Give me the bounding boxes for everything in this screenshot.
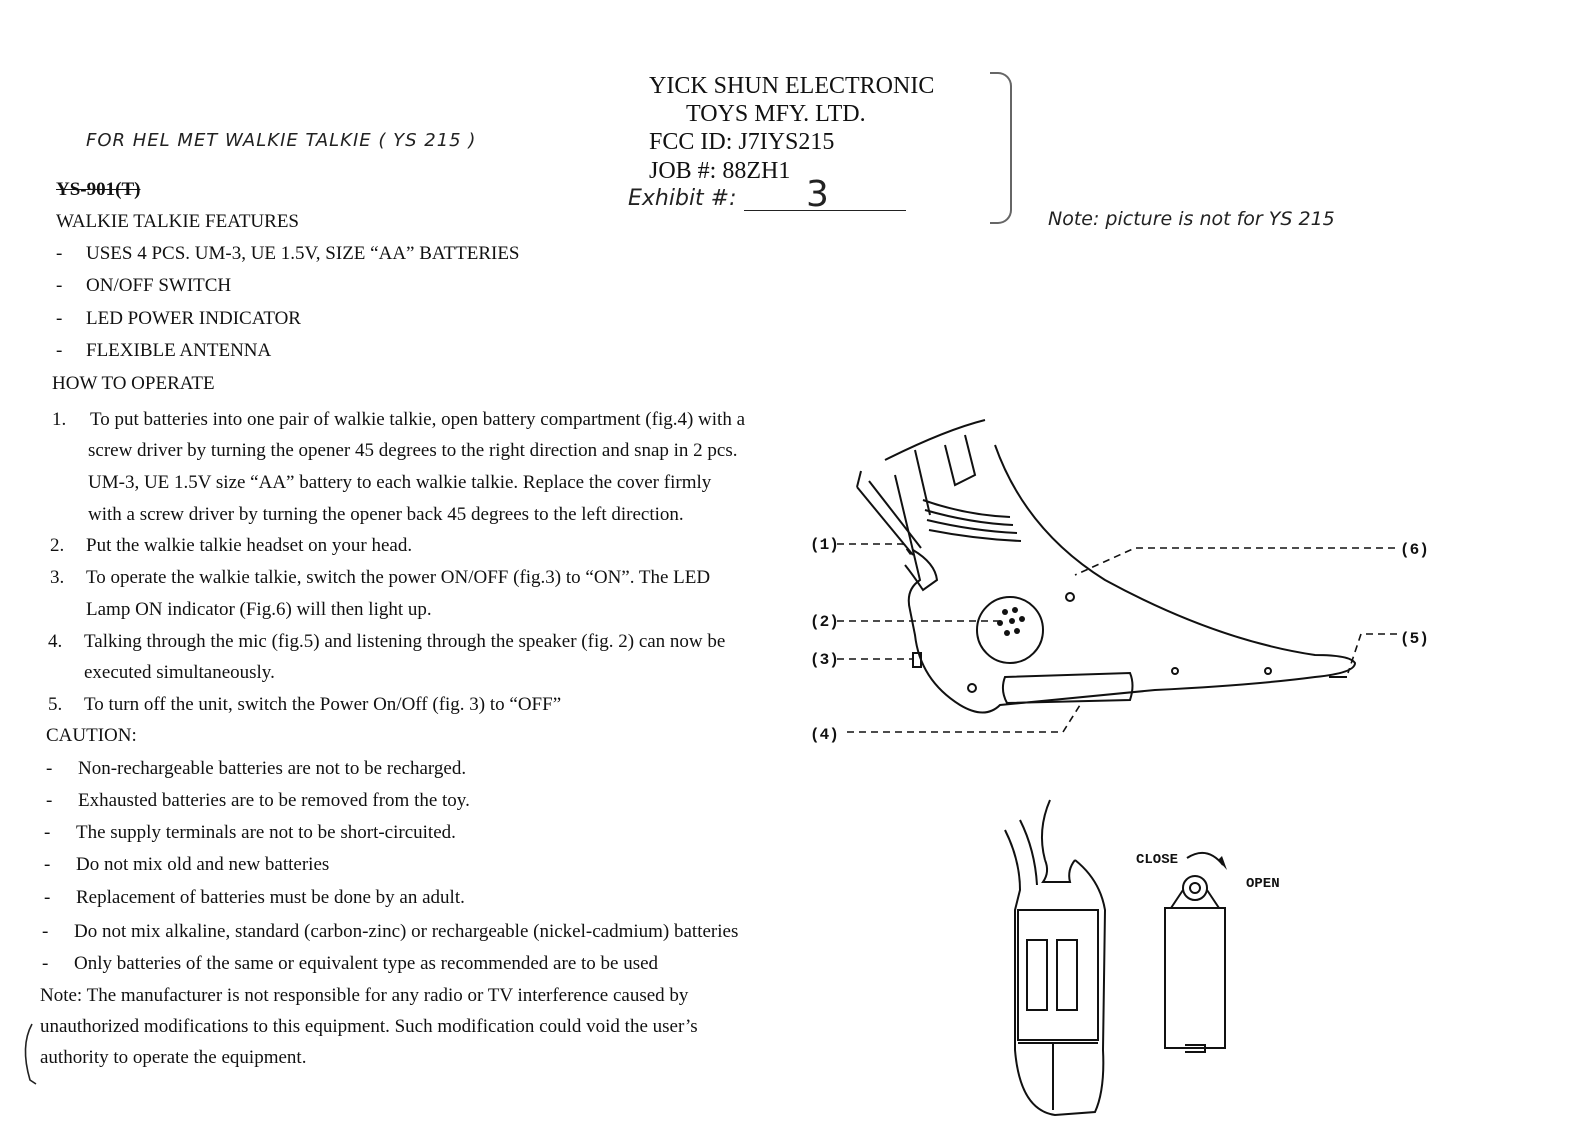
step-text: executed simultaneously. — [84, 662, 275, 683]
caution-item: Exhausted batteries are to be removed from the toy. — [78, 790, 470, 811]
feature-bullet: - — [56, 340, 63, 361]
step-number: 2. — [50, 535, 65, 556]
caution-item: The supply terminals are not to be short-circuited. — [76, 822, 456, 843]
feature-bullet: - — [56, 243, 63, 264]
feature-item: USES 4 PCS. UM-3, UE 1.5V, SIZE “AA” BATTERIES — [86, 243, 520, 264]
caution-bullet: - — [42, 921, 49, 942]
header-frame — [990, 72, 1012, 224]
step-number: 5. — [48, 694, 63, 715]
feature-bullet: - — [56, 308, 63, 329]
features-heading: WALKIE TALKIE FEATURES — [56, 211, 299, 232]
step-text: To operate the walkie talkie, switch the power ON/OFF (fig.3) to “ON”. The LED — [86, 567, 711, 588]
step-number: 3. — [50, 567, 65, 588]
battery-compartment-diagram — [975, 790, 1285, 1130]
callout-3: (3) — [810, 651, 839, 669]
step-text: Put the walkie talkie headset on your head. — [86, 535, 413, 556]
feature-bullet: - — [56, 275, 63, 296]
caution-heading: CAUTION: — [46, 725, 137, 746]
close-label: CLOSE — [1136, 852, 1179, 868]
exhibit-row — [628, 174, 908, 215]
fcc-id: FCC ID: J7IYS215 — [649, 129, 835, 155]
note-line: Note: The manufacturer is not responsible for any radio or TV interference caused by — [40, 985, 689, 1006]
headset-diagram — [795, 405, 1445, 745]
operate-heading: HOW TO OPERATE — [52, 373, 215, 394]
callout-2: (2) — [810, 613, 839, 631]
caution-bullet: - — [44, 854, 51, 875]
step-text: screw driver by turning the opener 45 degrees to the right direction and snap in 2 pcs. — [88, 440, 738, 461]
step-text: Lamp ON indicator (Fig.6) will then light up. — [86, 599, 432, 620]
step-text: To put batteries into one pair of walkie talkie, open battery compartment (fig.4) with a — [90, 409, 746, 430]
caution-item: Non-rechargeable batteries are not to be recharged. — [78, 758, 467, 779]
company-line-1: YICK SHUN ELECTRONIC — [649, 73, 935, 99]
caution-item: Replacement of batteries must be done by an adult. — [76, 887, 465, 908]
caution-item: Do not mix old and new batteries — [76, 854, 330, 875]
caution-item: Do not mix alkaline, standard (carbon-zinc) or rechargeable (nickel-cadmium) batteries — [74, 921, 739, 942]
caution-bullet: - — [46, 758, 53, 779]
callout-4: (4) — [810, 726, 839, 744]
step-text: Talking through the mic (fig.5) and listening through the speaker (fig. 2) can now be — [84, 631, 726, 652]
feature-item: ON/OFF SWITCH — [86, 275, 232, 296]
feature-item: LED POWER INDICATOR — [86, 308, 301, 329]
job-number: JOB #: 88ZH1 — [649, 158, 791, 184]
note-line: authority to operate the equipment. — [40, 1047, 307, 1068]
struck-model-number: YS-901(T) — [56, 179, 141, 200]
open-label: OPEN — [1246, 876, 1280, 892]
step-text: UM-3, UE 1.5V size “AA” battery to each walkie talkie. Replace the cover firmly — [88, 472, 712, 493]
callout-6: (6) — [1400, 541, 1429, 559]
handwritten-title: FOR HEL MET WALKIE TALKIE ( YS 215 ) — [86, 130, 477, 151]
caution-item: Only batteries of the same or equivalent type as recommended are to be used — [74, 953, 659, 974]
step-number: 1. — [52, 409, 67, 430]
note-line: unauthorized modifications to this equipment. Such modification could void the user’s — [40, 1016, 698, 1037]
step-text: To turn off the unit, switch the Power On/Off (fig. 3) to “OFF” — [84, 694, 562, 715]
step-text: with a screw driver by turning the opener back 45 degrees to the left direction. — [88, 504, 684, 525]
feature-item: FLEXIBLE ANTENNA — [86, 340, 272, 361]
callout-1: (1) — [810, 536, 839, 554]
caution-bullet: - — [44, 887, 51, 908]
step-number: 4. — [48, 631, 63, 652]
handwritten-note: Note: picture is not for YS 215 — [1048, 208, 1335, 230]
exhibit-number: 3 — [806, 174, 829, 215]
company-line-2: TOYS MFY. LTD. — [686, 101, 866, 127]
caution-bullet: - — [44, 822, 51, 843]
note-bracket-mark — [18, 1018, 48, 1088]
exhibit-label: Exhibit #: — [628, 186, 737, 211]
caution-bullet: - — [46, 790, 53, 811]
caution-bullet: - — [42, 953, 49, 974]
callout-5: (5) — [1400, 630, 1429, 648]
